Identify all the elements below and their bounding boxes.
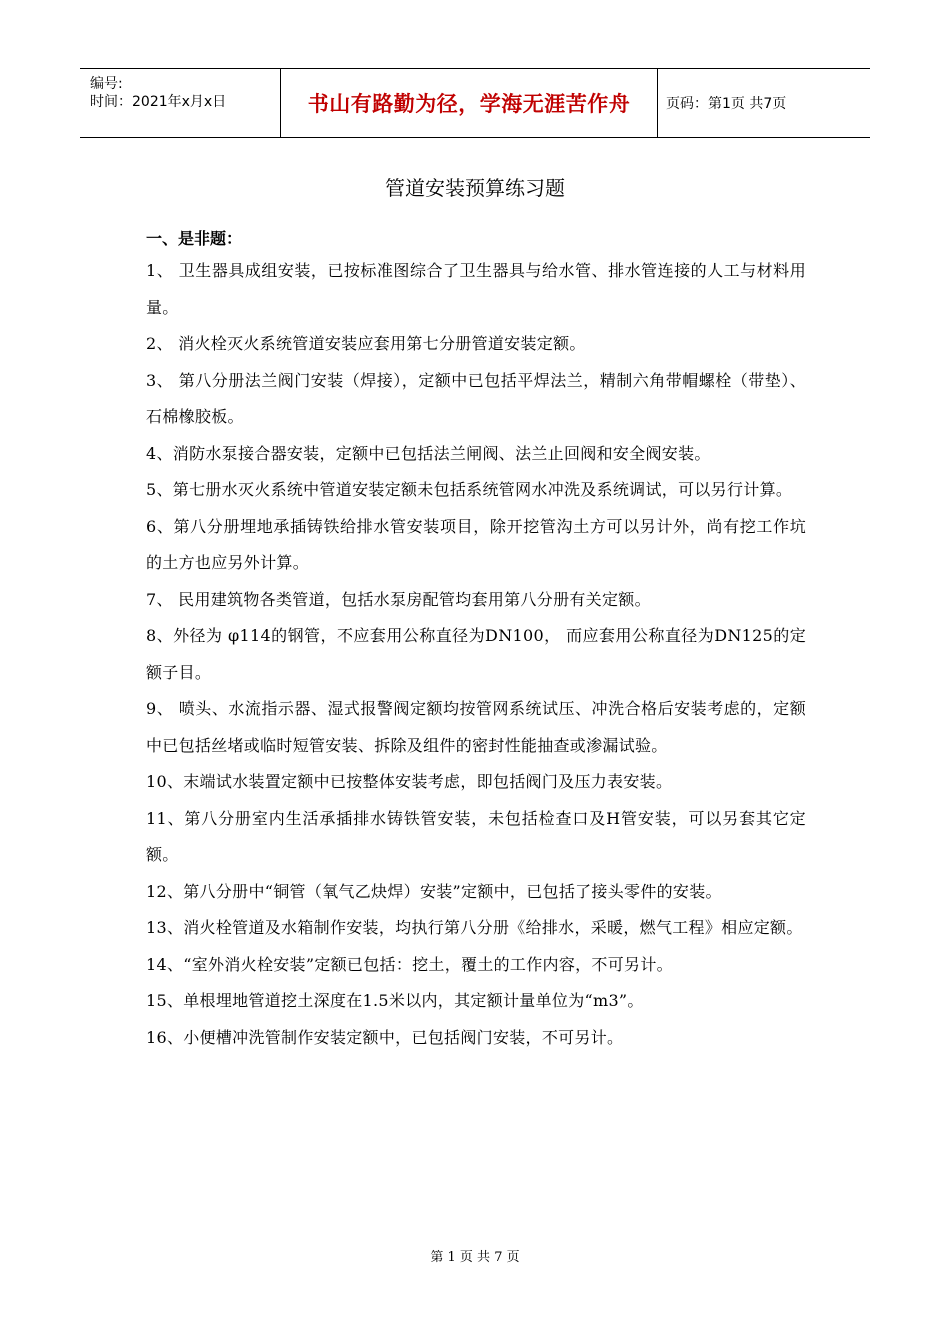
question-item: 9、 喷头、水流指示器、湿式报警阀定额均按管网系统试压、冲洗合格后安装考虑的，定额中已包括丝堵或临时短管安装、拆除及组件的密封性能抽查或渗漏试验。 [146,699,806,755]
document-title: 管道安装预算练习题 [385,176,565,200]
question-item: 3、 第八分册法兰阀门安装（焊接），定额中已包括平焊法兰，精制六角带帽螺栓（带垫）、石棉橡胶板。 [146,370,806,426]
header-meta-cell [80,69,280,137]
header-motto: 书山有路勤为径，学海无涯苦作舟 [280,69,658,137]
question-item: 12、第八分册中“铜管（氧气乙炔焊）安装”定额中，已包括了接头零件的安装。 [146,881,722,901]
question-item: 5、第七册水灭火系统中管道安装定额未包括系统管网水冲洗及系统调试，可以另行计算。 [146,480,793,499]
section-heading: 一、是非题： [146,229,243,248]
question-item: 7、 民用建筑物各类管道，包括水泵房配管均套用第八分册有关定额。 [146,589,651,609]
question-item: 10、末端试水装置定额中已按整体安装考虑，即包括阀门及压力表安装。 [146,772,673,791]
question-item: 11、第八分册室内生活承插排水铸铁管安装，未包括检查口及H管安装，可以另套其它定额。 [146,808,806,864]
question-item: 2、 消火栓灭火系统管道安装应套用第七分册管道安装定额。 [146,334,586,353]
question-item: 8、外径为 φ114的钢管，不应套用公称直径为DN100， 而应套用公称直径为DN125的定额子目。 [146,626,806,682]
question-item: 6、第八分册埋地承插铸铁给排水管安装项目，除开挖管沟土方可以另计外，尚有挖工作坑的土方也应另外计算。 [146,516,806,572]
question-item: 14、“室外消火栓安装”定额已包括：挖土，覆土的工作内容，不可另计。 [146,954,673,974]
question-item: 1、 卫生器具成组安装，已按标准图综合了卫生器具与给水管、排水管连接的人工与材料用量。 [146,261,806,317]
question-item: 4、消防水泵接合器安装，定额中已包括法兰闸阀、法兰止回阀和安全阀安装。 [146,443,711,463]
question-item: 13、消火栓管道及水箱制作安装，均执行第八分册《给排水，采暖，燃气工程》相应定额。 [146,918,803,937]
question-list [146,253,806,1056]
document-number-label: 编号: [90,76,123,92]
question-item: 15、单根埋地管道挖土深度在1.5米以内，其定额计量单位为“m3”。 [146,991,644,1010]
document-date: 时间：2021年x月x日 [90,94,227,110]
question-item: 16、小便槽冲洗管制作安装定额中，已包括阀门安装，不可另计。 [146,1027,624,1047]
page-header [80,68,870,138]
page-footer: 第 1 页 共 7 页 [430,1250,520,1265]
header-page-info: 页码：第1页 共7页 [666,96,787,112]
